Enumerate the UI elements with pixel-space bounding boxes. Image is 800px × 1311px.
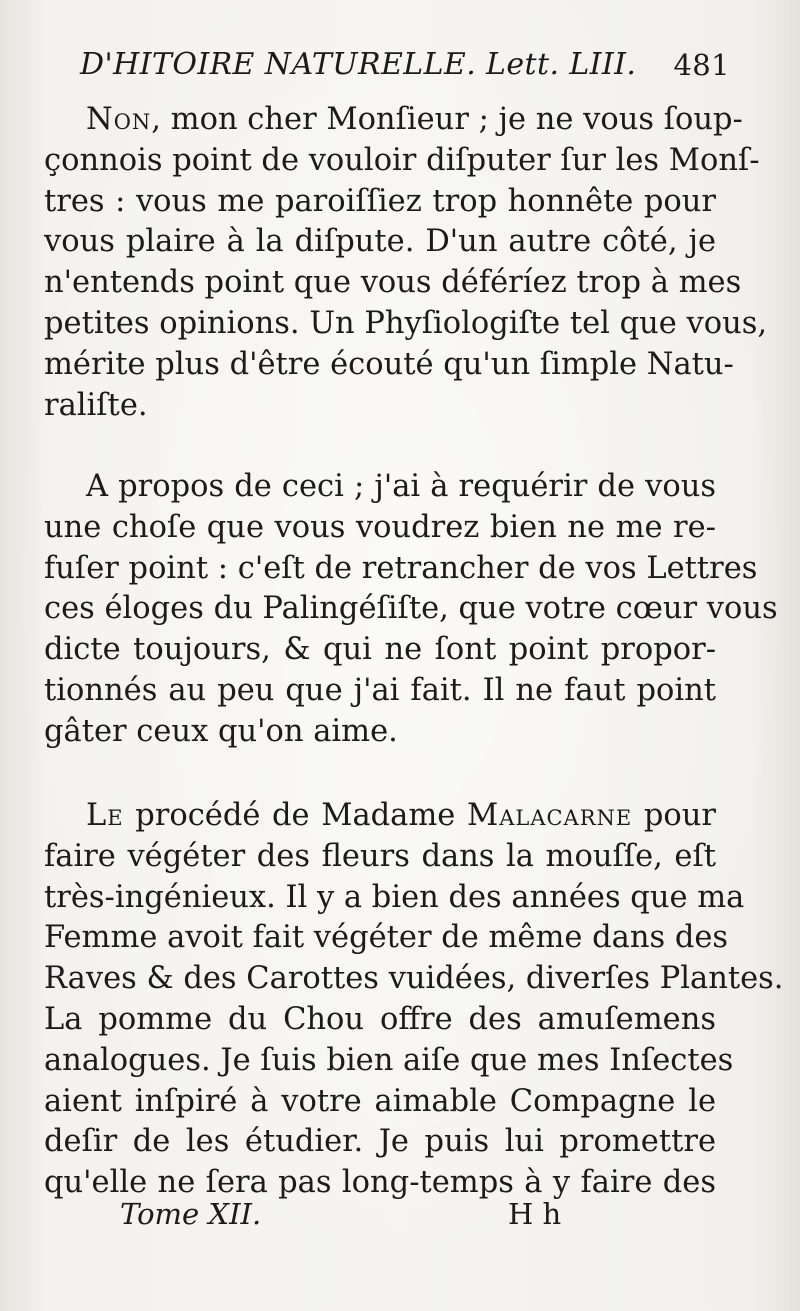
text-line: tionnés au peu que j'ai fait. Il ne faut point xyxy=(44,672,716,708)
text-line: petites opinions. Un Phyſiologiſte tel que vous, xyxy=(44,305,768,341)
gathering-signature: H h xyxy=(508,1197,562,1231)
text-line: Femme avoit fait végéter de même dans des xyxy=(44,920,729,956)
text-line: La pomme du Chou offre des amuſemens xyxy=(44,1001,716,1037)
small-caps-lead: Non xyxy=(86,102,152,137)
text-line: très-ingénieux. Il y a bien des années que ma xyxy=(44,879,745,915)
text-line: Le procédé de Madame Malacarne pour xyxy=(86,798,716,833)
text-line: raliſte. xyxy=(44,387,148,423)
text-line: Raves & des Carottes vuidées, diverſes Plantes. xyxy=(44,961,784,997)
text-line: qu'elle ne ſera pas long-temps à y faire des xyxy=(44,1165,716,1201)
text-line: tres : vous me paroiſſiez trop honnête pour xyxy=(44,183,716,219)
volume-signature: Tome XII. xyxy=(120,1197,262,1231)
text-line: analogues. Je ſuis bien aiſe que mes Inſectes xyxy=(44,1042,734,1078)
text-line: aient inſpiré à votre aimable Compagne le xyxy=(44,1083,716,1119)
small-caps-name: Malacarne xyxy=(466,798,633,833)
text-line: fuſer point : c'eſt de retrancher de vos Lettres xyxy=(44,550,758,586)
text-line: dicte toujours, & qui ne ſont point propor- xyxy=(44,632,716,668)
paragraph-1 xyxy=(44,100,768,426)
text-line: mérite plus d'être écouté qu'un ſimple Natu- xyxy=(44,346,734,382)
text-line: ces éloges du Palingéſiſte, que votre cœur vous xyxy=(44,591,778,627)
page-number: 481 xyxy=(673,48,730,82)
running-head xyxy=(80,42,730,88)
text-line: A propos de ceci ; j'ai à requérir de vous xyxy=(86,469,716,504)
text-line: faire végéter des fleurs dans la mouſſe, eſt xyxy=(44,838,716,874)
text-line: vous plaire à la diſpute. D'un autre côté, je xyxy=(44,224,716,260)
paragraph-3 xyxy=(44,796,784,1204)
page-footer xyxy=(120,1192,580,1236)
text-line: gâter ceux qu'on aime. xyxy=(44,713,398,749)
text-line: n'entends point que vous déféríez trop à mes xyxy=(44,265,742,301)
text-line: une choſe que vous voudrez bien ne me re- xyxy=(44,509,716,545)
text-line: çonnois point de vouloir diſputer ſur les Monſ- xyxy=(44,142,760,178)
text-line: Non, mon cher Monſieur ; je ne vous ſoup- xyxy=(86,102,743,137)
running-title: D'HITOIRE NATURELLE. Lett. LIII. xyxy=(80,47,637,82)
text-line: deſir de les étudier. Je puis lui promettre xyxy=(44,1124,716,1160)
small-caps-lead: Le xyxy=(86,798,124,833)
paragraph-2 xyxy=(44,467,778,753)
